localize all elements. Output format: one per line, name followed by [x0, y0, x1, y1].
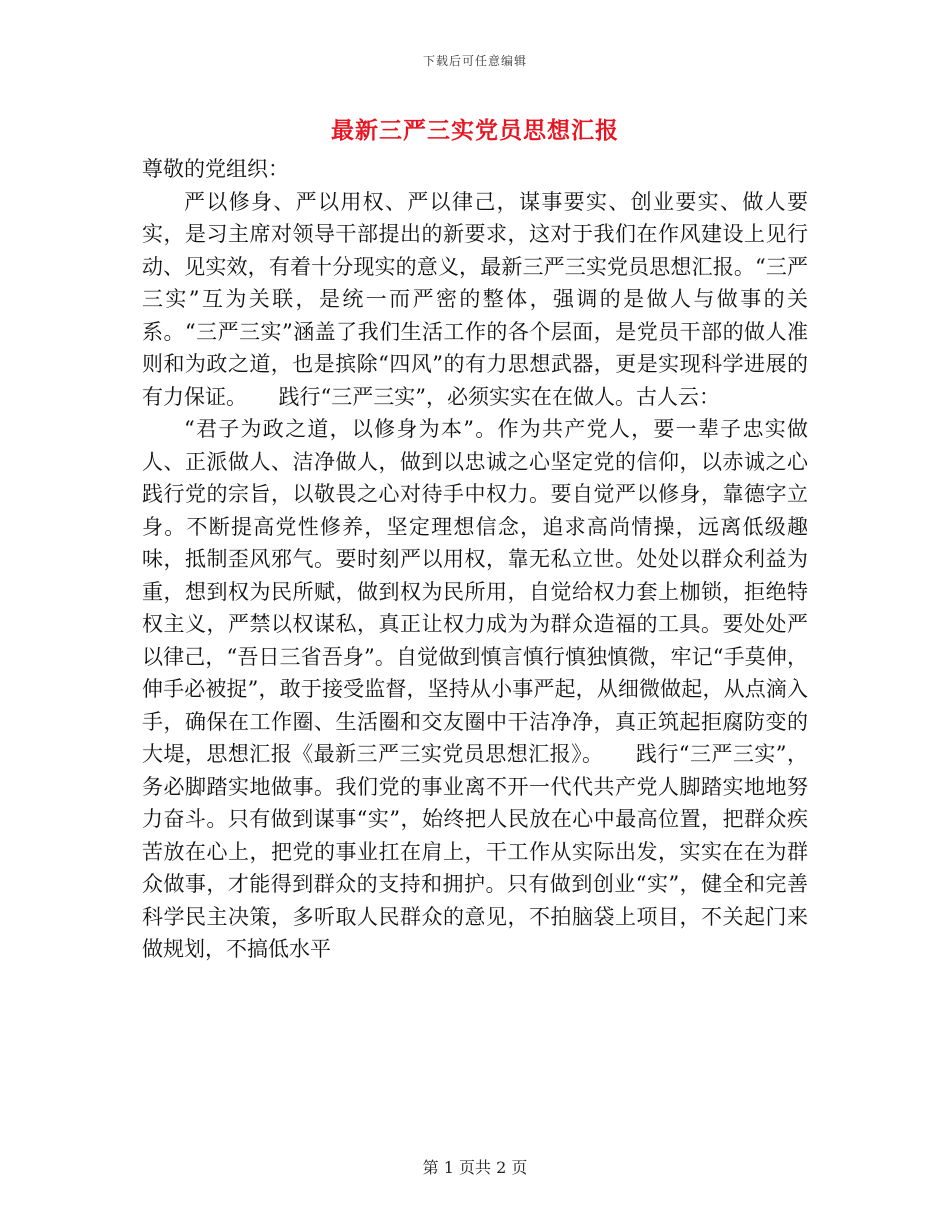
salutation: 尊敬的党组织：: [142, 157, 289, 181]
header-note: 下载后可任意编辑: [422, 54, 527, 68]
document-title: 最新三严三实党员思想汇报: [331, 117, 619, 144]
paragraph-1: 严以修身、严以用权、严以律己，谋事要实、创业要实、做人要实，是习主席对领导干部提出的新要求，这对于我们在作风建设上见行动、见实效，有着十分现实的意义，最新三严三实党员思想汇报。“三严三实”互为关联，是统一而严密的整体，强调的是做人与做事的关系。“三严三实”涵盖了我们生活工作的各个层面，是党员干部的做人准则和为政之道，也是摈除“四风”的有力思想武器，更是实现科学进展的有力保证。 践行“三严三实”，必须实实在在做人。古人云：: [142, 189, 808, 409]
page-number: 第 1 页共 2 页: [422, 1158, 528, 1177]
document-body: [142, 153, 808, 966]
paragraph-2: “君子为政之道，以修身为本”。作为共产党人，要一辈子忠实做人、正派做人、洁净做人，做到以忠诚之心坚定党的信仰，以赤诚之心践行党的宗旨，以敬畏之心对待手中权力。要自觉严以修身，靠德字立身。不断提高党性修养，坚定理想信念，追求高尚情操，远离低级趣味，抵制歪风邪气。要时刻严以用权，靠无私立世。处处以群众利益为重，想到权为民所赋，做到权为民所用，自觉给权力套上枷锁，拒绝特权主义，严禁以权谋私，真正让权力成为为群众造福的工具。要处处严以律己，“吾日三省吾身”。自觉做到慎言慎行慎独慎微，牢记“手莫伸，伸手必被捉”，敢于接受监督，坚持从小事严起，从细微做起，从点滴入手，确保在工作圈、生活圈和交友圈中干洁净净，真正筑起拒腐防变的大堤，思想汇报《最新三严三实党员思想汇报》。 践行“三严三实”，务必脚踏实地做事。我们党的事业离不开一代代共产党人脚踏实地地努力奋斗。只有做到谋事“实”，始终把人民放在心中最高位置，把群众疾苦放在心上，把党的事业扛在肩上，干工作从实际出发，实实在在为群众做事，才能得到群众的支持和拥护。只有做到创业“实”，健全和完善科学民主决策，多听取人民群众的意见，不拍脑袋上项目，不关起门来做规划，不搞低水平: [142, 417, 808, 961]
